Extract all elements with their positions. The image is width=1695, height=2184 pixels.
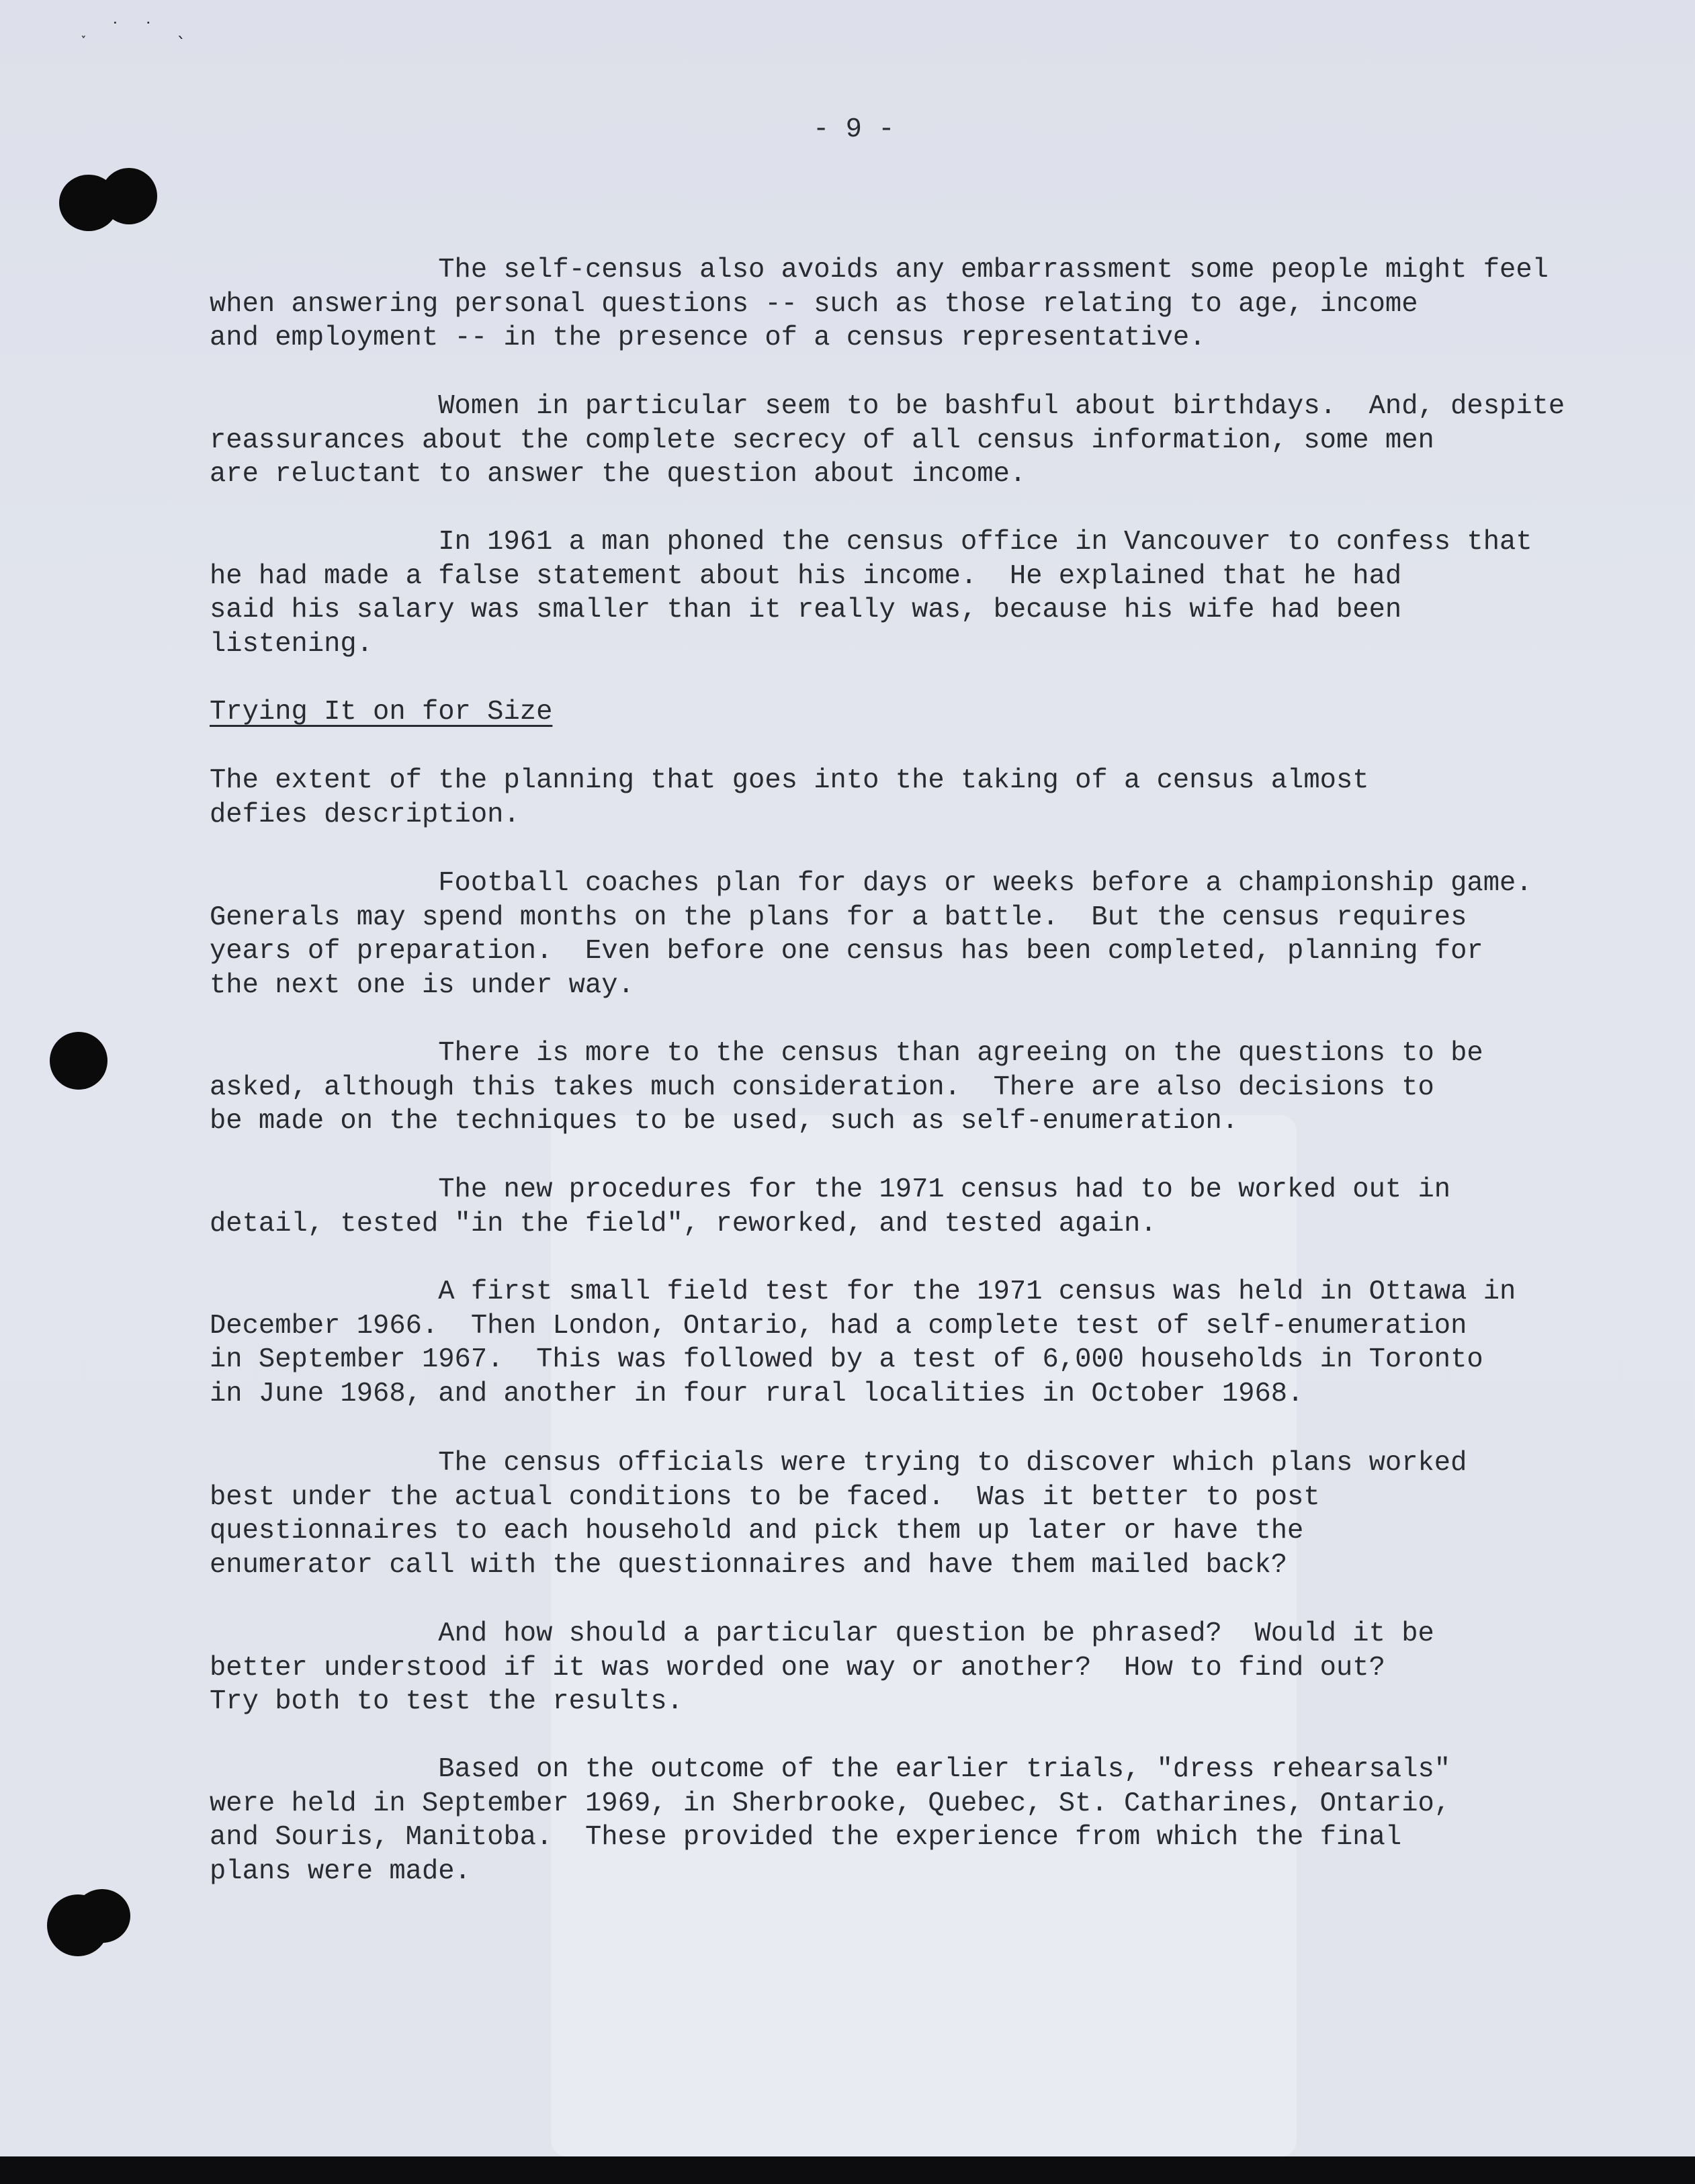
paragraph-football-coaches: Football coaches plan for days or weeks before a championship game. Generals may spend months on the plans for a battle. But the census requires years of preparation. Even before one census has been completed, planning for the next one is under way. (210, 868, 1532, 1001)
paragraph-questions-techniques: There is more to the census than agreeing on the questions to be asked, although this takes much consideration. There are also decisions to be made on the techniques to be used, such as self-enumeration. (210, 1038, 1483, 1137)
paragraph-self-census: The self-census also avoids any embarrassment some people might feel when answering personal questions -- such as those relating to age, income and employment -- in the presence of a census representative. (210, 255, 1549, 353)
paragraph-vancouver-1961: In 1961 a man phoned the census office in Vancouver to confess that he had made a false statement about his income. He explained that he had said his salary was smaller than it really was, because his wife had been listening. (210, 527, 1532, 660)
punch-hole-middle (50, 1032, 107, 1090)
margin-marks: ˯ ˙ ˙ ˎ (81, 19, 195, 40)
paragraph-planning-extent: The extent of the planning that goes into the taking of a census almost defies description. (210, 765, 1369, 830)
paragraph-women-birthdays: Women in particular seem to be bashful about birthdays. And, despite reassurances about the complete secrecy of all census information, some men are reluctant to answer the question about income. (210, 391, 1565, 490)
scan-bottom-edge (0, 2156, 1695, 2184)
punch-hole-bottom-overlap (74, 1889, 130, 1943)
paragraph-census-officials: The census officials were trying to discover which plans worked best under the actual conditions to be faced. Was it better to post questionnaires to each household and pick them up later or have the enumerator call with the questionnaires and have them mailed back? (210, 1448, 1467, 1581)
page-number: - 9 - (813, 114, 895, 145)
section-heading: Trying It on for Size (210, 697, 553, 728)
punch-hole-top-overlap (101, 168, 157, 224)
paragraph-field-tests: A first small field test for the 1971 census was held in Ottawa in December 1966. Then London, Ontario, had a complete test of self-enumeration in September 1967. This was followed by a test of 6,000 households in Toronto in June 1968, and another in four rural localities in October 1968. (210, 1276, 1516, 1409)
paragraph-dress-rehearsals: Based on the outcome of the earlier trials, "dress rehearsals" were held in September 1969, in Sherbrooke, Quebec, St. Catharines, Ontario, and Souris, Manitoba. These provided the experience from which the final plans were made. (210, 1754, 1451, 1887)
paragraph-new-procedures: The new procedures for the 1971 census had to be worked out in detail, tested "in the field", reworked, and tested again. (210, 1174, 1451, 1239)
paragraph-question-phrasing: And how should a particular question be phrased? Would it be better understood if it was worded one way or another? How to find out? Try both to test the results. (210, 1618, 1434, 1717)
